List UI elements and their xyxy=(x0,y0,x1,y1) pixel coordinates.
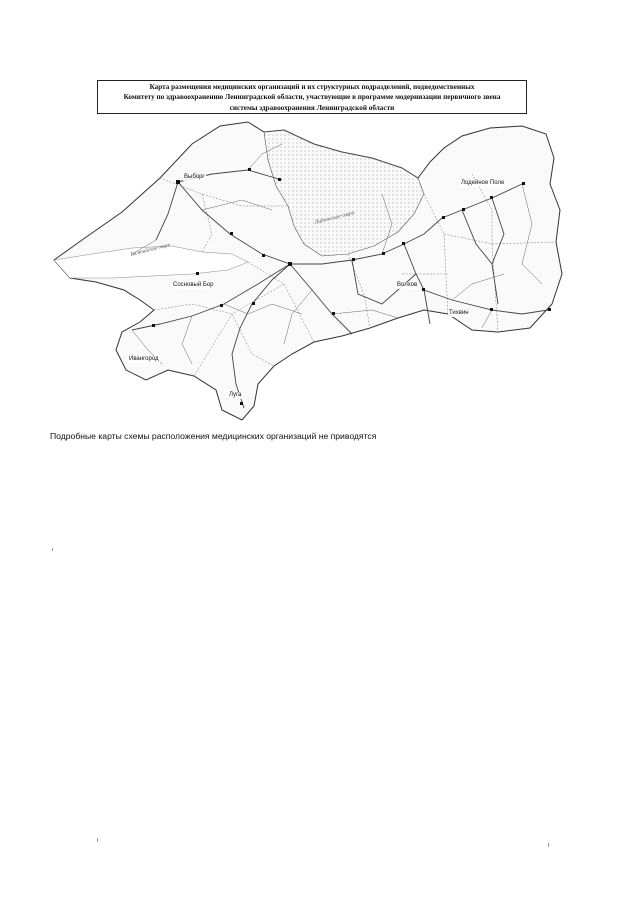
city-luga: Луга xyxy=(229,392,242,398)
city-lodeynoe-pole: Лодейное Поле xyxy=(461,180,505,186)
region-map xyxy=(52,114,572,426)
footnote: Подробные карты схемы расположения медицинских организаций не приводятся xyxy=(50,431,377,441)
city-volkhov: Волхов xyxy=(397,282,418,288)
city-vyborg: Выборг xyxy=(184,174,205,180)
city-tikhvin: Тихвин xyxy=(449,310,469,316)
label-ladoga-lake: Ладожское озеро xyxy=(314,210,356,226)
city-ivangorod: Ивангород xyxy=(129,356,159,362)
map-title-line-3: системы здравоохранения Ленинградской области xyxy=(229,103,395,112)
map-title-line-1: Карта размещения медицинских организаций и их структурных подразделений, подведомственных xyxy=(149,83,475,91)
city-sosnovy-bor: Сосновый Бор xyxy=(173,282,214,288)
map-title-box xyxy=(97,80,527,114)
scan-mark xyxy=(548,843,549,847)
label-baltic-sea: Балтийское море xyxy=(130,242,171,258)
scan-mark xyxy=(97,838,98,842)
scan-mark xyxy=(52,548,53,551)
region-map-graphic xyxy=(52,114,572,426)
map-title-line-2: Комитету по здравоохранению Ленинградской области, участвующие в программе модернизации первичного звена xyxy=(123,93,501,102)
